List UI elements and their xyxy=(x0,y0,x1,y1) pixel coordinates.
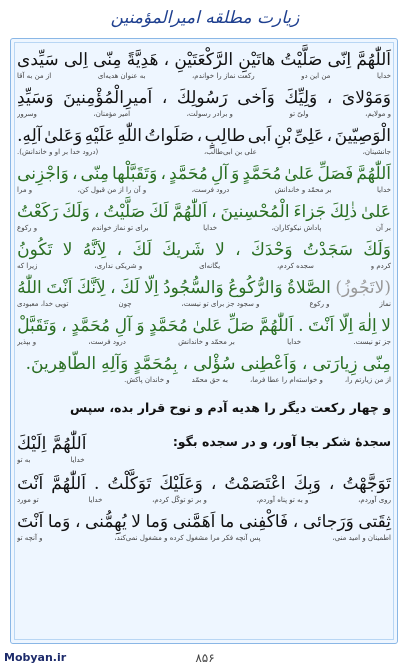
arabic-word: وَآلِهِ xyxy=(101,354,129,374)
arabic-word: ، xyxy=(235,240,241,260)
arabic-word: تَكُونُ xyxy=(17,240,53,260)
translation-word: چون xyxy=(118,300,132,308)
arabic-word: اِلّا xyxy=(338,316,354,336)
translation-word: خدایا xyxy=(88,496,103,504)
arabic-word: رَسُولِكَ xyxy=(176,88,228,108)
page-header xyxy=(0,0,410,38)
arabic-word: ، xyxy=(301,354,308,374)
arabic-word: وَسَيِّدِ xyxy=(17,88,54,108)
arabic-word: اَميرِالْمُؤْمِنينَ xyxy=(63,88,153,108)
arabic-word: اَللّٰهُمَّ xyxy=(51,474,86,494)
arabic-word: صَلَّيْتُ xyxy=(280,50,323,70)
arabic-word: زِيارَتى xyxy=(312,354,358,374)
arabic-line xyxy=(17,275,391,301)
translation-word: خدایا xyxy=(70,456,85,464)
arabic-word: اَهَمَّنى xyxy=(172,512,216,532)
translation-word: تو مورد xyxy=(17,496,39,504)
translation-word: بر محمّد و خاندانش xyxy=(274,186,332,194)
arabic-word: وَ xyxy=(231,164,240,184)
translation-word: رکعت نماز را خواندم، xyxy=(192,72,255,80)
translation-word: خدایا xyxy=(376,72,391,80)
translation-word: وسرور xyxy=(17,110,37,118)
arabic-word: لا xyxy=(62,240,73,260)
arabic-word: لَكَ xyxy=(132,240,152,260)
translation-word: نماز xyxy=(379,300,391,308)
arabic-word: لا xyxy=(381,316,391,336)
arabic-word: عَلَيْهِ xyxy=(84,126,115,146)
instruction-line-2 xyxy=(17,431,391,466)
arabic-word: مُحَمَّدٍ xyxy=(149,316,188,336)
translation-word: بر محمّد و خاندانش xyxy=(178,338,235,346)
prayer-line-7 xyxy=(17,275,391,310)
arabic-word: سُؤْلى xyxy=(193,354,236,374)
arabic-word: ، xyxy=(196,126,203,146)
arabic-word: الْوَصِيّينَ xyxy=(334,126,391,146)
arabic-word: مُحَمَّدٍ xyxy=(71,316,111,336)
arabic-word: وَاَخى xyxy=(237,88,275,108)
translation-word: از من زیارتم را، xyxy=(344,376,391,384)
prayer-line-2 xyxy=(17,85,391,120)
arabic-line xyxy=(17,161,391,187)
arabic-word: صَلَّيْتُ xyxy=(103,202,146,222)
arabic-word: ، xyxy=(326,88,333,108)
translation-word: و رکوع xyxy=(309,300,330,308)
arabic-word: فَاكْفِنى xyxy=(238,512,289,532)
arabic-word: الْمُحْسِنينَ xyxy=(220,202,290,222)
arabic-word: ذٰلِكَ xyxy=(330,202,358,222)
translation-word: و خواسته‌ام را عطا فرما، xyxy=(249,376,323,384)
arabic-word: ، xyxy=(161,88,168,108)
arabic-word: لَكَ xyxy=(149,202,169,222)
arabic-line xyxy=(17,313,391,339)
translation-word: و شریکی نداری، xyxy=(94,262,143,270)
persian-translation xyxy=(17,533,391,544)
translation-word: اطمینان و امید منی، xyxy=(332,534,391,542)
translation-word: به تو xyxy=(17,456,31,464)
arabic-word: ، xyxy=(328,474,335,494)
arabic-word: لِاَنَّكَ xyxy=(76,278,106,298)
arabic-word: الصَّلاةُ xyxy=(287,278,331,298)
arabic-word: طالِبٍ xyxy=(204,126,246,146)
page-title: زیارت مطلقه امیرالمؤمنین xyxy=(110,8,300,28)
arabic-word: اَنْتَ xyxy=(46,278,73,298)
arabic-line xyxy=(17,237,391,263)
arabic-line xyxy=(17,351,391,377)
arabic-word: صَلِّ xyxy=(227,316,255,336)
translation-word: بر آن xyxy=(375,224,391,232)
translation-word: خدایا xyxy=(376,186,391,194)
arabic-word: ، xyxy=(61,316,67,336)
arabic-word: اللّٰهِ xyxy=(117,126,142,146)
arabic-word: وَاَعْطِنى xyxy=(240,354,297,374)
translation-word: و بر تو توکّل کردم، xyxy=(152,496,207,504)
arabic-word: . xyxy=(298,316,304,336)
arabic-word: آلِ xyxy=(211,164,229,184)
prayer-line-8 xyxy=(17,313,391,348)
translation-word: و سجود جز برای تو نیست، xyxy=(181,300,260,308)
translation-word: و خاندان پاکش. xyxy=(124,376,170,384)
translation-word: و آنچه تو xyxy=(17,534,43,542)
arabic-word: ، xyxy=(182,354,189,374)
arabic-line xyxy=(17,471,391,497)
instruction-text: و چهار رکعت دیگر را هدیه آدم و نوح قرار بده، سپس xyxy=(69,400,391,415)
arabic-word: ما xyxy=(219,512,235,532)
translation-word: خدایا xyxy=(203,224,218,232)
arabic-word: وَبِكَ xyxy=(293,474,321,494)
arabic-word: تَوَجَّهْتُ xyxy=(342,474,391,494)
prayer-line-4 xyxy=(17,161,391,196)
arabic-word: وَعَلَيْكَ xyxy=(159,474,203,494)
arabic-word: اَنْتَ xyxy=(17,474,44,494)
arabic-word: لا xyxy=(131,512,141,532)
translation-word: زیرا که xyxy=(17,262,38,270)
arabic-word: مِنّى xyxy=(80,164,109,184)
arabic-word: ، xyxy=(292,512,299,532)
prayer-line-1 xyxy=(17,47,391,82)
translation-word: پس آنچه فکر مرا مشغول کرده و مشغول نمی‌کند، xyxy=(114,534,261,542)
arabic-word: مِنّى xyxy=(362,354,391,374)
arabic-word: بِمُحَمَّدٍ xyxy=(133,354,178,374)
translation-word: و برادر رسولت، xyxy=(186,110,233,118)
instruction-mixed-line xyxy=(17,431,391,457)
translation-word: برای تو نماز خواندم xyxy=(91,224,149,232)
translation-word: سجده کردم، xyxy=(277,262,314,270)
arabic-word: وَ xyxy=(136,316,145,336)
arabic-phrase: اَللّٰهُمَّ اِلَيْكَ xyxy=(17,434,87,454)
arabic-word: عَلىٰ xyxy=(361,202,391,222)
arabic-word: ، xyxy=(163,50,170,70)
arabic-word: ثِقَتى xyxy=(358,512,391,532)
arabic-word: وَالرُّكُوعُ xyxy=(228,278,283,298)
arabic-word: اَللّٰهُمَّ xyxy=(356,164,391,184)
instruction-text: سجدهٔ شکر بجا آور، و در سجده بگو: xyxy=(172,434,391,449)
arabic-word: اَنْتَ xyxy=(17,512,44,532)
arabic-word: وَلَكَ xyxy=(62,202,90,222)
translation-word: و آن را از من قبول کن، xyxy=(77,186,147,194)
arabic-word: وَمَوْلاىَ xyxy=(341,88,391,108)
translation-word: خدایا xyxy=(287,338,302,346)
prayer-line-11 xyxy=(17,509,391,544)
arabic-word: اِلى xyxy=(63,50,88,70)
arabic-word: وَحْدَكَ xyxy=(250,240,293,260)
arabic-word: سَجَدْتُ xyxy=(302,240,353,260)
translation-word: به حق محمّد xyxy=(191,376,228,384)
arabic-word: وَرَجائى xyxy=(302,512,354,532)
arabic-word: عَلىٰ xyxy=(284,164,315,184)
arabic-word: يُهِمُّنى xyxy=(85,512,127,532)
translation-word: به عنوان هدیه‌ای xyxy=(97,72,146,80)
arabic-word: رَكَعْتُ xyxy=(17,202,59,222)
arabic-word: لِاَنَّهُ xyxy=(82,240,107,260)
prayer-line-9 xyxy=(17,351,391,386)
translation-word: و به تو پناه آوردم، xyxy=(256,496,309,504)
arabic-line xyxy=(17,199,391,225)
arabic-word: مُحَمَّدٍ xyxy=(169,164,208,184)
arabic-word: بْنِ xyxy=(273,126,292,146)
translation-word: پاداش نیکوکاران، xyxy=(271,224,322,232)
arabic-word: ، xyxy=(160,164,166,184)
arabic-word: وَما xyxy=(47,512,71,532)
arabic-word: ، xyxy=(211,202,217,222)
arabic-word: ، xyxy=(93,202,100,222)
arabic-word: . xyxy=(93,474,100,494)
arabic-word: هاتَيْنِ xyxy=(238,50,276,70)
translation-word: و رکوع xyxy=(17,224,38,232)
arabic-word: عَلِىِّ xyxy=(294,126,325,146)
arabic-word: مِنّى xyxy=(93,50,122,70)
prayer-line-5 xyxy=(17,199,391,234)
translation-word: و بپذیر xyxy=(17,338,37,346)
page-number: ۸۵۶ xyxy=(195,651,215,665)
arabic-word: (لاتَجُوزُ) xyxy=(335,278,391,298)
arabic-word: وَاجْزِنى xyxy=(17,164,69,184)
arabic-word: اِنّى xyxy=(327,50,352,70)
arabic-word: ، xyxy=(71,164,78,184)
arabic-word: ، xyxy=(326,126,333,146)
arabic-word: وَتَقَبَّلْ xyxy=(17,316,57,336)
text-frame xyxy=(10,38,398,644)
arabic-word: اَنْتَ xyxy=(308,316,335,336)
arabic-word: لَكَ xyxy=(120,278,140,298)
translation-word: از من به آقا xyxy=(17,72,52,80)
site-watermark: Mobyan.ir xyxy=(4,651,67,664)
arabic-line xyxy=(17,509,391,535)
translation-word: تویی خدا، معبودی xyxy=(17,300,69,308)
arabic-word: وَما xyxy=(145,512,169,532)
arabic-word: وَلِيِّكَ xyxy=(284,88,318,108)
arabic-word: اَللّٰهُمَّ xyxy=(258,316,294,336)
prayer-line-3 xyxy=(17,123,391,158)
arabic-word: صَلَواتُ xyxy=(144,126,195,146)
arabic-word: اعْتَصَمْتُ xyxy=(224,474,286,494)
arabic-word: ، xyxy=(110,278,116,298)
translation-word: و مولایم، xyxy=(365,110,391,118)
translation-word: یگانه‌ای xyxy=(199,262,221,270)
arabic-word: اللّٰهُ xyxy=(17,278,42,298)
arabic-word: سَيِّدى xyxy=(17,50,59,70)
arabic-word: عَلىٰ xyxy=(192,316,223,336)
translation-word: روی آوردم، xyxy=(358,496,391,504)
translation-word: من این دو xyxy=(301,72,331,80)
translation-word: کردم و xyxy=(370,262,391,270)
arabic-word: ، xyxy=(74,512,81,532)
translation-word: امیر مؤمنان، xyxy=(93,110,131,118)
arabic-word: فَصَلِّ xyxy=(317,164,354,184)
arabic-word: الطّاهِرينَ. xyxy=(25,354,97,374)
arabic-word: آلِهِ. xyxy=(17,126,42,146)
arabic-word: تَوَكَّلْتُ xyxy=(107,474,152,494)
arabic-word: وَعَلىٰ xyxy=(44,126,83,146)
translation-word: درود فرست، xyxy=(88,338,126,346)
translation-word: درود فرست، xyxy=(191,186,230,194)
translation-word: ولیّ تو xyxy=(289,110,309,118)
arabic-word: شَريكَ xyxy=(162,240,205,260)
instruction-line-1 xyxy=(17,397,391,419)
arabic-word: اَللّٰهُمَّ xyxy=(356,50,391,70)
arabic-word: مُحَمَّدٍ xyxy=(242,164,282,184)
arabic-line xyxy=(17,123,391,149)
arabic-word: اَللّٰهُمَّ xyxy=(172,202,208,222)
translation-word: و مرا xyxy=(17,186,33,194)
prayer-line-6 xyxy=(17,237,391,272)
arabic-word: لا xyxy=(215,240,225,260)
arabic-word: وَالسُّجُودُ xyxy=(163,278,224,298)
arabic-word: اِلّا xyxy=(144,278,159,298)
arabic-word: آلِ xyxy=(114,316,132,336)
arabic-word: ، xyxy=(210,474,217,494)
arabic-word: الرَّكْعَتَيْنِ xyxy=(174,50,234,70)
arabic-word: ، xyxy=(116,240,123,260)
arabic-line xyxy=(17,85,391,111)
arabic-word: وَتَقَبَّلْها xyxy=(112,164,158,184)
arabic-word: اَبى xyxy=(247,126,272,146)
arabic-word: اِلٰهَ xyxy=(357,316,377,336)
translation-word: جز تو نیست. xyxy=(353,338,391,346)
arabic-word: جَزاءَ xyxy=(293,202,327,222)
translation-word: جانشینان، xyxy=(362,148,391,156)
arabic-word: وَلَكَ xyxy=(363,240,391,260)
arabic-word: هَدِيَّةً xyxy=(126,50,159,70)
prayer-line-10 xyxy=(17,471,391,506)
translation-word: علی بن ابی‌طالب، xyxy=(204,148,257,156)
arabic-line xyxy=(17,47,391,73)
translation-word: (درود خدا بر او و خاندانش). xyxy=(17,148,99,156)
